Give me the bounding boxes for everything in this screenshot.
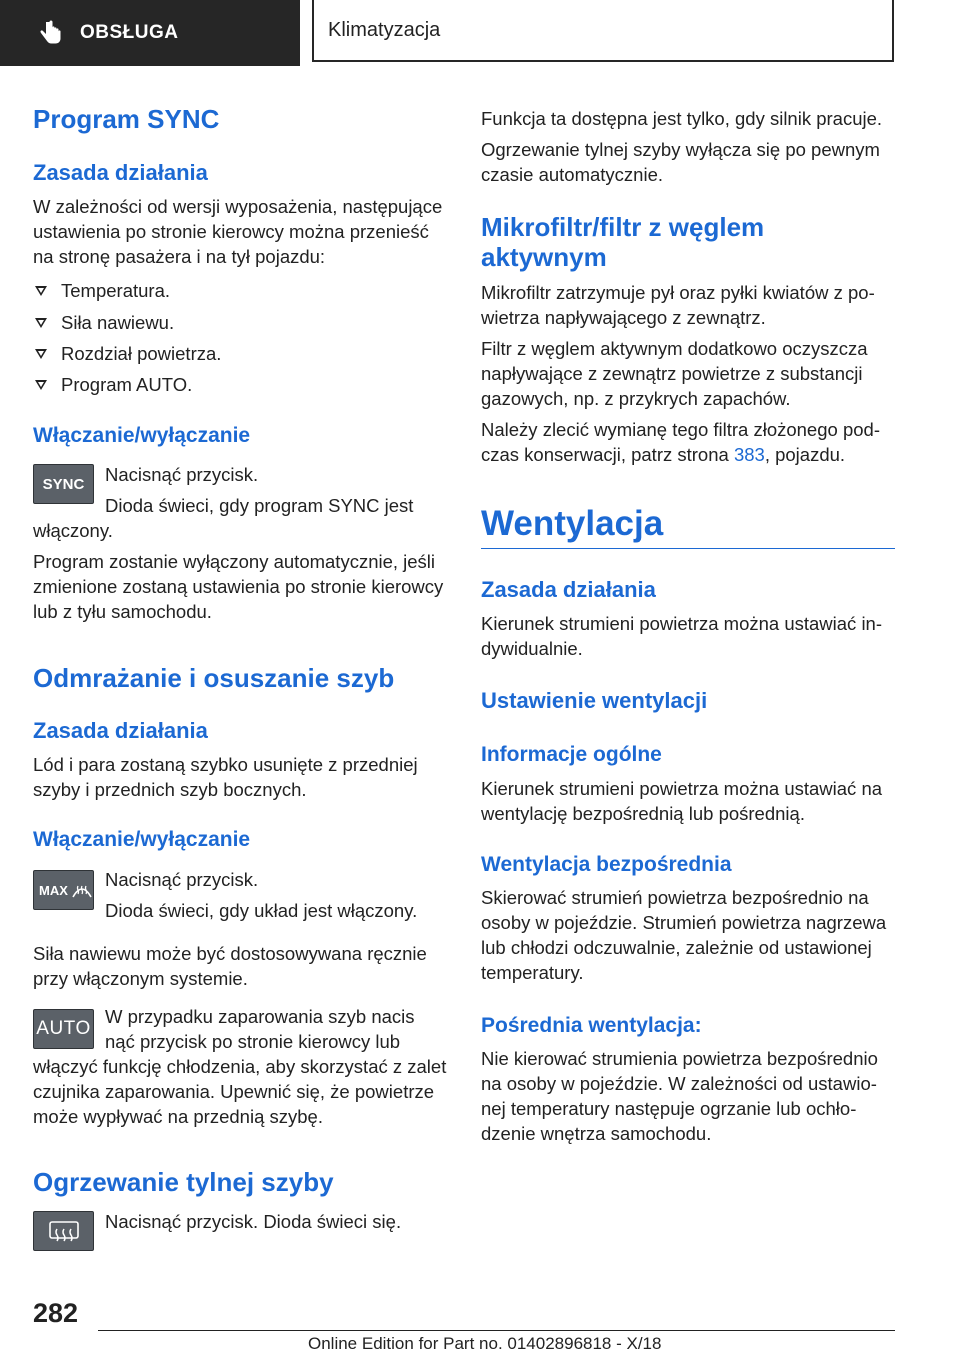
sync-press-text: Nacisnąć przycisk. — [105, 464, 259, 485]
defrost-onoff-heading: Włączanie/wyłączanie — [33, 828, 251, 851]
page-number: 282 — [33, 1298, 79, 1328]
defrost-principle-text: Lód i para zostaną szybko usunięte z przedniej szyby i przednich szyb bocznych. — [33, 754, 418, 800]
list-item: Program AUTO. — [33, 372, 479, 397]
filter-text-3: Należy zlecić wymianę tego filtra złożonego podczas konserwacji, patrz strona 383, pojazdu. — [481, 419, 880, 465]
rear-window-title: Ogrzewanie tylnej szyby — [33, 1167, 334, 1197]
fog-text-1: W przypadku zaparowania szyb nacis — [105, 1006, 415, 1027]
vent-info-text: Kierunek strumieni powietrza można ustawiać na wentylację bezpośrednią lub pośrednią. — [481, 778, 883, 824]
defrost-title: Odmrażanie i osuszanie szyb — [33, 663, 395, 693]
sync-title: Program SYNC — [33, 104, 220, 134]
bullet-triangle-icon — [35, 286, 47, 296]
fog-text-3: włączyć funkcję chłodzenia, aby skorzystać z zalet czujnika zaparowania. Upewnić się, że powietrze może wypływać na przednią szybę. — [33, 1056, 447, 1127]
vent-indirect-heading: Pośrednia wentylacja: — [481, 1014, 702, 1037]
vent-info-heading: Informacje ogólne — [481, 743, 662, 766]
edition-text: Online Edition for Part no. 01402896818 - X/18 — [308, 1334, 662, 1353]
chapter-tab — [312, 0, 894, 62]
rear-press-text: Nacisnąć przycisk. Dioda świeci się. — [105, 1211, 402, 1232]
defrost-fan-text: Siła nawiewu może być dostosowywana ręcznie przy włączonym systemie. — [33, 943, 427, 989]
sync-principle-text: W zależności od wersji wyposażenia, następujące ustawienia po stronie kierowcy można przenieść na stronę pasażera i na tył pojazdu: — [33, 196, 443, 267]
max-defrost-button-image: MAX — [33, 870, 94, 910]
hand-icon — [40, 20, 62, 46]
rear-auto-text: Ogrzewanie tylnej szyby wyłącza się po pewnym czasie automatycznie. — [481, 139, 880, 185]
vent-indirect-text: Nie kierować strumienia powietrza bezpośrednio na osoby w pojeździe. W zależności od ustawionej temperatury następuje ogrzanie lub ochłodzenie wnętrza samochodu. — [481, 1048, 878, 1144]
section-tab[interactable] — [0, 0, 300, 66]
fog-text-2: nąć przycisk po stronie kierowcy lub — [105, 1031, 401, 1052]
vent-principle-heading: Zasada działania — [481, 577, 656, 602]
section-label: OBSŁUGA — [80, 22, 179, 43]
sync-button-image: SYNC — [33, 464, 94, 504]
defrost-press-text: Nacisnąć przycisk. — [105, 869, 259, 890]
ventilation-title: Wentylacja — [481, 504, 664, 543]
vent-principle-text: Kierunek strumieni powietrza można ustawiać indywidualnie. — [481, 613, 883, 659]
title-underline — [481, 548, 895, 549]
bullet-triangle-icon — [35, 349, 47, 359]
list-item: Siła nawiewu. — [33, 310, 479, 335]
sync-led-text-cont: włączony. — [33, 520, 113, 541]
defrost-led-text: Dioda świeci, gdy układ jest włączony. — [105, 900, 418, 921]
list-item: Temperatura. — [33, 278, 479, 303]
filter-text-2: Filtr z węglem aktywnym dodatkowo oczyszcza napływające z zewnątrz powietrze z substancji gazowych, np. z przykrych zapachów. — [481, 338, 868, 409]
chapter-label: Klimatyzacja — [328, 18, 441, 41]
filter-title-line-2: aktywnym — [481, 242, 607, 272]
sync-led-text: Dioda świeci, gdy program SYNC jest — [105, 495, 414, 516]
vent-setting-heading: Ustawienie wentylacji — [481, 688, 708, 713]
page-ref-link[interactable]: 383 — [733, 444, 765, 465]
footer-rule — [98, 1330, 895, 1331]
filter-text-1: Mikrofiltr zatrzymuje pył oraz pyłki kwiatów z powietrza napływającego z zewnątrz. — [481, 282, 875, 328]
auto-button-image: AUTO — [33, 1009, 94, 1049]
sync-off-text: Program zostanie wyłączony automatycznie, jeśli zmienione zostaną ustawienia po stronie kierowcy lub z tyłu samochodu. — [33, 551, 444, 622]
vent-direct-text: Skierować strumień powietrza bezpośrednio na osoby w pojeździe. Strumień powietrza nagrzewa lub chłodzi odczuwalnie, zależnie od ustawionej temperatury. — [481, 887, 887, 983]
sync-principle-heading: Zasada działania — [33, 160, 208, 185]
bullet-triangle-icon — [35, 318, 47, 328]
list-item: Rozdział powietrza. — [33, 341, 479, 366]
defrost-principle-heading: Zasada działania — [33, 718, 208, 743]
rear-engine-text: Funkcja ta dostępna jest tylko, gdy silnik pracuje. — [481, 108, 883, 129]
filter-title-line-1: Mikrofiltr/filtr z węglem — [481, 212, 765, 242]
vent-direct-heading: Wentylacja bezpośrednia — [481, 853, 732, 876]
bullet-triangle-icon — [35, 380, 47, 390]
sync-onoff-heading: Włączanie/wyłączanie — [33, 424, 251, 447]
